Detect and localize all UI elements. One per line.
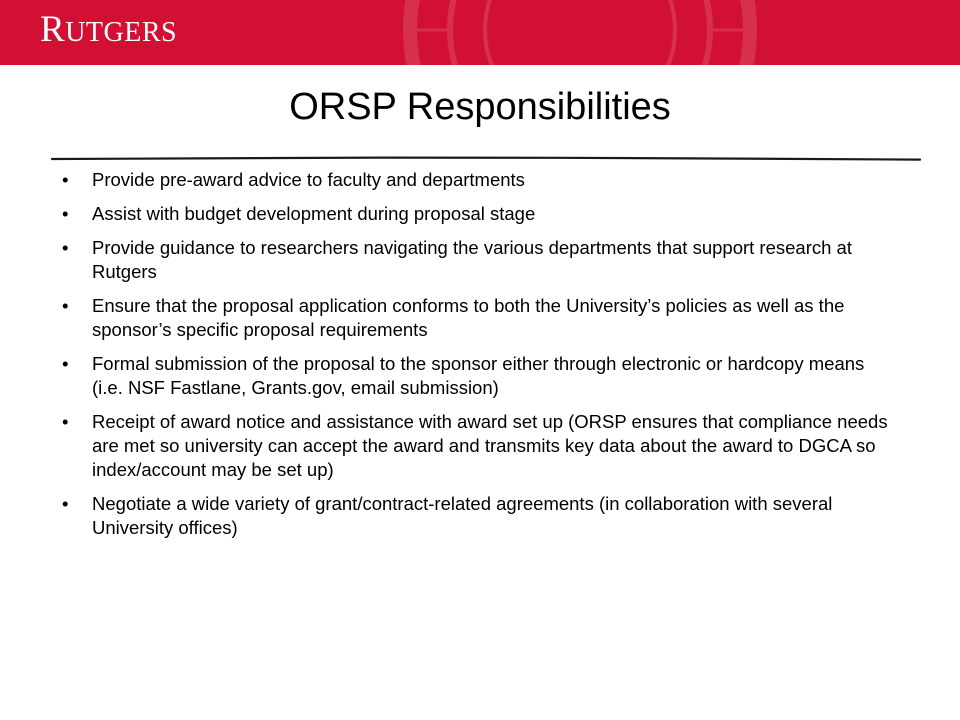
- bullet-item: [62, 294, 892, 342]
- bullet-item: [62, 236, 892, 284]
- slide-title: ORSP Responsibilities: [289, 86, 671, 128]
- bullet-text: Receipt of award notice and assistance with award set up (ORSP ensures that compliance needs are met so university can accept the award and transmits key data about the award to DGCA so index/account may be set up): [92, 411, 888, 480]
- bullet-dot: •: [62, 203, 69, 224]
- bullet-dot: •: [62, 237, 69, 258]
- bullet-list: [62, 168, 892, 550]
- bullet-item: [62, 168, 892, 192]
- bullet-dot: •: [62, 493, 69, 514]
- bullet-item: [62, 410, 892, 482]
- bullet-item: [62, 202, 892, 226]
- bullet-item: [62, 492, 892, 540]
- title-underline: [0, 0, 960, 170]
- bullet-text: Formal submission of the proposal to the sponsor either through electronic or hardcopy means (i.e. NSF Fastlane, Grants.gov, email submission): [92, 353, 865, 398]
- bullet-text: Negotiate a wide variety of grant/contract-related agreements (in collaboration with several University offices): [92, 493, 833, 538]
- bullet-text: Assist with budget development during proposal stage: [92, 203, 536, 224]
- logo-initial: R: [40, 9, 66, 50]
- bullet-item: [62, 352, 892, 400]
- bullet-text: Provide guidance to researchers navigating the various departments that support research at Rutgers: [92, 237, 852, 282]
- bullet-text: Provide pre-award advice to faculty and departments: [92, 169, 525, 190]
- logo-rest: UTGERS: [65, 17, 178, 48]
- bullet-dot: •: [62, 411, 69, 432]
- bullet-dot: •: [62, 295, 69, 316]
- bullet-text: Ensure that the proposal application conforms to both the University’s policies as well as the sponsor’s specific proposal requirements: [92, 295, 845, 340]
- bullet-dot: •: [62, 353, 69, 374]
- bullet-dot: •: [62, 169, 69, 190]
